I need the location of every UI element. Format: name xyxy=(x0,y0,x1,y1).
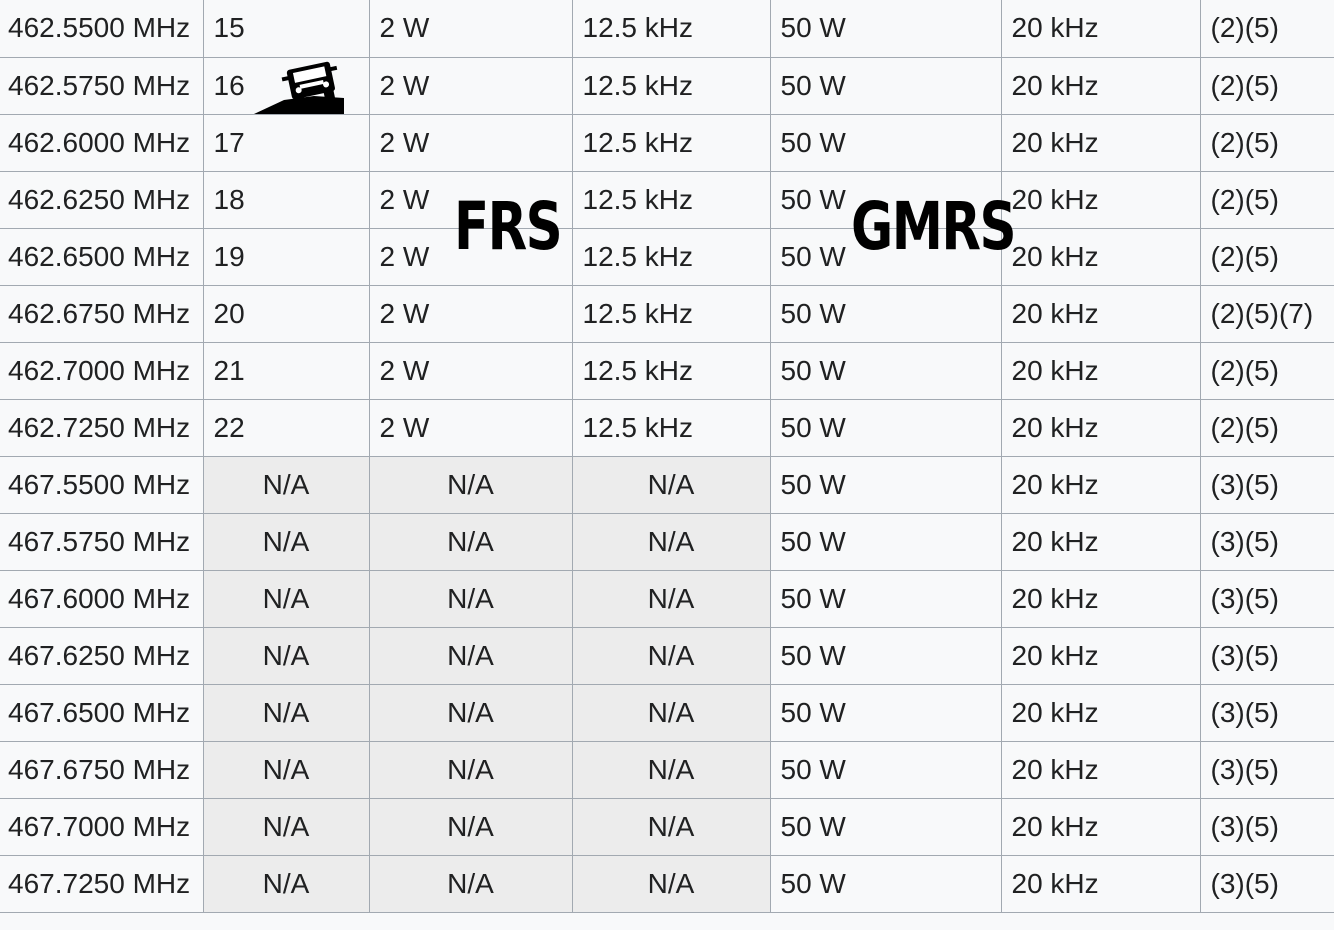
cell-frs-power: 2 W xyxy=(369,228,572,285)
cell-gmrs-bandwidth: 20 kHz xyxy=(1001,741,1200,798)
cell-notes: (3)(5) xyxy=(1200,513,1334,570)
cell-gmrs-power: 50 W xyxy=(770,228,1001,285)
cell-gmrs-power: 50 W xyxy=(770,114,1001,171)
cell-freq: 467.6750 MHz xyxy=(0,741,203,798)
cell-freq: 467.5500 MHz xyxy=(0,456,203,513)
cell-frs-power: 2 W xyxy=(369,114,572,171)
cell-channel: 15 xyxy=(203,0,369,57)
table-row xyxy=(0,57,1334,114)
cell-gmrs-bandwidth: 20 kHz xyxy=(1001,627,1200,684)
cell-notes: (3)(5) xyxy=(1200,456,1334,513)
cell-frs-power: 2 W xyxy=(369,0,572,57)
table-row xyxy=(0,228,1334,285)
cell-frs-bandwidth: 12.5 kHz xyxy=(572,228,770,285)
cell-gmrs-power: 50 W xyxy=(770,513,1001,570)
cell-frs-bandwidth: N/A xyxy=(572,513,770,570)
cell-notes: (3)(5) xyxy=(1200,570,1334,627)
cell-frs-bandwidth: N/A xyxy=(572,456,770,513)
cell-gmrs-power: 50 W xyxy=(770,570,1001,627)
cell-freq: 462.6750 MHz xyxy=(0,285,203,342)
cell-notes: (2)(5)(7) xyxy=(1200,285,1334,342)
cell-gmrs-bandwidth: 20 kHz xyxy=(1001,285,1200,342)
cell-notes: (2)(5) xyxy=(1200,0,1334,57)
table-row xyxy=(0,399,1334,456)
cell-gmrs-bandwidth: 20 kHz xyxy=(1001,798,1200,855)
cell-frs-bandwidth: N/A xyxy=(572,684,770,741)
cell-channel: N/A xyxy=(203,741,369,798)
cell-freq: 467.7250 MHz xyxy=(0,855,203,912)
table-row xyxy=(0,285,1334,342)
cell-frs-bandwidth: N/A xyxy=(572,798,770,855)
cell-gmrs-power: 50 W xyxy=(770,627,1001,684)
cell-frs-bandwidth: 12.5 kHz xyxy=(572,57,770,114)
cell-gmrs-bandwidth: 20 kHz xyxy=(1001,114,1200,171)
cell-channel: 20 xyxy=(203,285,369,342)
frs-label: FRS xyxy=(454,188,562,265)
cell-freq: 462.6250 MHz xyxy=(0,171,203,228)
cell-gmrs-bandwidth: 20 kHz xyxy=(1001,684,1200,741)
table-row xyxy=(0,342,1334,399)
cell-channel: N/A xyxy=(203,855,369,912)
offroad-vehicle-icon xyxy=(254,58,344,114)
cell-frs-bandwidth: N/A xyxy=(572,855,770,912)
cell-freq: 462.6500 MHz xyxy=(0,228,203,285)
cell-gmrs-bandwidth: 20 kHz xyxy=(1001,57,1200,114)
cell-frs-bandwidth: 12.5 kHz xyxy=(572,285,770,342)
cell-channel: N/A xyxy=(203,798,369,855)
cell-frs-power: 2 W xyxy=(369,342,572,399)
cell-gmrs-power: 50 W xyxy=(770,171,1001,228)
cell-notes: (2)(5) xyxy=(1200,57,1334,114)
cell-gmrs-power: 50 W xyxy=(770,342,1001,399)
cell-notes: (2)(5) xyxy=(1200,399,1334,456)
cell-freq: 462.7250 MHz xyxy=(0,399,203,456)
table-row xyxy=(0,741,1334,798)
cell-notes: (2)(5) xyxy=(1200,342,1334,399)
table-row xyxy=(0,627,1334,684)
cell-frs-power: 2 W xyxy=(369,399,572,456)
table-row xyxy=(0,855,1334,912)
cell-frs-power: N/A xyxy=(369,513,572,570)
cell-frs-power: N/A xyxy=(369,570,572,627)
table-row xyxy=(0,684,1334,741)
cell-gmrs-bandwidth: 20 kHz xyxy=(1001,456,1200,513)
cell-notes: (3)(5) xyxy=(1200,798,1334,855)
cell-frs-bandwidth: 12.5 kHz xyxy=(572,342,770,399)
cell-freq: 462.5500 MHz xyxy=(0,0,203,57)
cell-freq: 467.7000 MHz xyxy=(0,798,203,855)
cell-channel: 16 xyxy=(203,57,369,114)
cell-gmrs-power: 50 W xyxy=(770,285,1001,342)
cell-gmrs-bandwidth: 20 kHz xyxy=(1001,513,1200,570)
cell-frs-bandwidth: 12.5 kHz xyxy=(572,171,770,228)
cell-gmrs-power: 50 W xyxy=(770,57,1001,114)
cell-freq: 467.6500 MHz xyxy=(0,684,203,741)
cell-channel: N/A xyxy=(203,456,369,513)
cell-gmrs-bandwidth: 20 kHz xyxy=(1001,171,1200,228)
cell-gmrs-bandwidth: 20 kHz xyxy=(1001,399,1200,456)
cell-notes: (2)(5) xyxy=(1200,228,1334,285)
cell-frs-power: 2 W xyxy=(369,171,572,228)
cell-gmrs-power: 50 W xyxy=(770,0,1001,57)
table-row xyxy=(0,570,1334,627)
cell-frs-bandwidth: 12.5 kHz xyxy=(572,114,770,171)
cell-frs-power: N/A xyxy=(369,627,572,684)
cell-frs-power: N/A xyxy=(369,798,572,855)
cell-gmrs-bandwidth: 20 kHz xyxy=(1001,0,1200,57)
cell-notes: (3)(5) xyxy=(1200,684,1334,741)
cell-frs-power: N/A xyxy=(369,741,572,798)
cell-channel: 17 xyxy=(203,114,369,171)
table-row xyxy=(0,456,1334,513)
cell-channel: 18 xyxy=(203,171,369,228)
cell-gmrs-power: 50 W xyxy=(770,456,1001,513)
cell-notes: (3)(5) xyxy=(1200,741,1334,798)
cell-notes: (3)(5) xyxy=(1200,855,1334,912)
cell-gmrs-power: 50 W xyxy=(770,741,1001,798)
cell-gmrs-bandwidth: 20 kHz xyxy=(1001,228,1200,285)
cell-frs-bandwidth: N/A xyxy=(572,741,770,798)
cell-freq: 462.6000 MHz xyxy=(0,114,203,171)
cell-notes: (3)(5) xyxy=(1200,627,1334,684)
cell-freq: 467.6000 MHz xyxy=(0,570,203,627)
cell-channel: N/A xyxy=(203,570,369,627)
table-row xyxy=(0,513,1334,570)
cell-channel: 22 xyxy=(203,399,369,456)
cell-freq: 467.6250 MHz xyxy=(0,627,203,684)
cell-frs-power: N/A xyxy=(369,855,572,912)
cell-gmrs-power: 50 W xyxy=(770,684,1001,741)
cell-gmrs-bandwidth: 20 kHz xyxy=(1001,342,1200,399)
cell-notes: (2)(5) xyxy=(1200,114,1334,171)
cell-channel: 21 xyxy=(203,342,369,399)
cell-channel: N/A xyxy=(203,684,369,741)
gmrs-label: GMRS xyxy=(851,188,1015,265)
cell-notes: (2)(5) xyxy=(1200,171,1334,228)
cell-frs-bandwidth: 12.5 kHz xyxy=(572,399,770,456)
cell-freq: 462.5750 MHz xyxy=(0,57,203,114)
cell-frs-bandwidth: N/A xyxy=(572,570,770,627)
cell-frs-power: N/A xyxy=(369,684,572,741)
table-row xyxy=(0,171,1334,228)
cell-frs-bandwidth: N/A xyxy=(572,627,770,684)
cell-gmrs-bandwidth: 20 kHz xyxy=(1001,855,1200,912)
cell-frs-power: N/A xyxy=(369,456,572,513)
table-row xyxy=(0,0,1334,57)
cell-freq: 462.7000 MHz xyxy=(0,342,203,399)
cell-channel: 19 xyxy=(203,228,369,285)
cell-gmrs-bandwidth: 20 kHz xyxy=(1001,570,1200,627)
cell-gmrs-power: 50 W xyxy=(770,399,1001,456)
cell-frs-power: 2 W xyxy=(369,285,572,342)
cell-channel: N/A xyxy=(203,627,369,684)
cell-channel: N/A xyxy=(203,513,369,570)
cell-frs-bandwidth: 12.5 kHz xyxy=(572,0,770,57)
cell-freq: 467.5750 MHz xyxy=(0,513,203,570)
cell-gmrs-power: 50 W xyxy=(770,855,1001,912)
cell-frs-power: 2 W xyxy=(369,57,572,114)
cell-gmrs-power: 50 W xyxy=(770,798,1001,855)
table-row xyxy=(0,798,1334,855)
table-row xyxy=(0,114,1334,171)
